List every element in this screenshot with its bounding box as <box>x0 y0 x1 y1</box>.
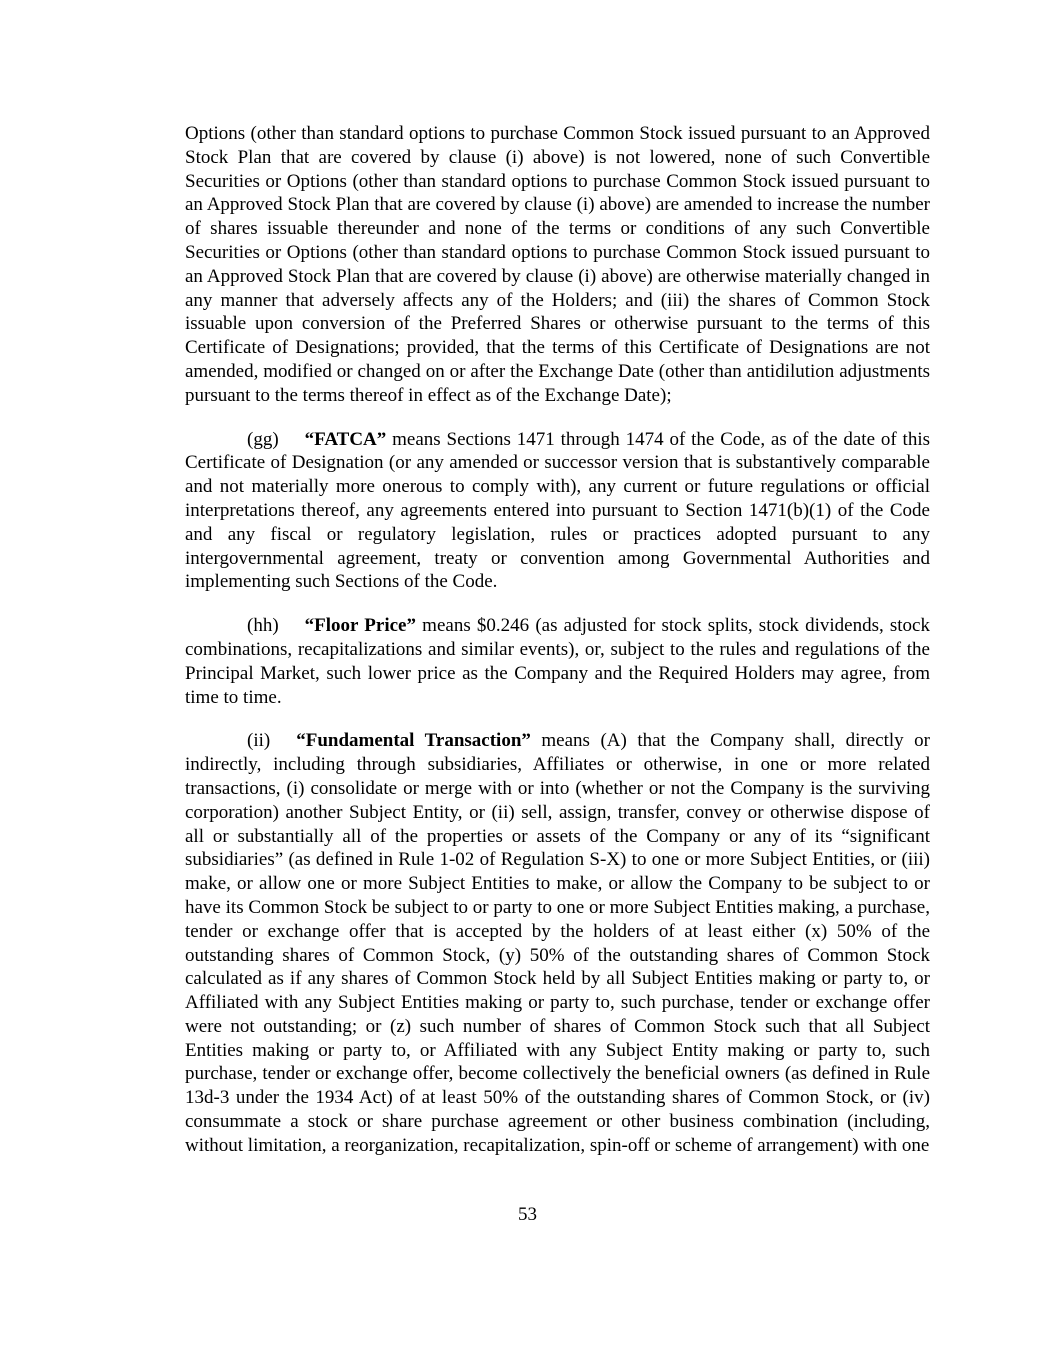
defined-term-fatca: “FATCA” <box>304 428 387 450</box>
paragraph-text: means (A) that the Company shall, directly or indirectly, including through subsidiaries, Affiliates or otherwise, in one or more related transactions, (i) consolidate or merge with or into (whether or not the Company is the surviving corporation) another Subject Entity, or (ii) sell, assign, transfer, convey or otherwise dispose of all or substantially all of the properties or assets of the Company or any of its “significant subsidiaries” (as defined in Rule 1-02 of Regulation S-X) to one or more Subject Entities, or (iii) make, or allow one or more Subject Entities to make, or allow the Company to be subject to or have its Common Stock be subject to or party to one or more Subject Entities making, a purchase, tender or exchange offer that is accepted by the holders of at least either (x) 50% of the outstanding shares of Common Stock, (y) 50% of the outstanding shares of Common Stock calculated as if any shares of Common Stock held by all Subject Entities making or party to, or Affiliated with any Subject Entities making or party to, such purchase, tender or exchange offer were not outstanding; or (z) such number of shares of Common Stock such that all Subject Entities making or party to, or Affiliated with any Subject Entity making or party to, such purchase, tender or exchange offer, become collectively the beneficial owners (as defined in Rule 13d-3 under the 1934 Act) of at least 50% of the outstanding shares of Common Stock, or (iv) consummate a stock or share purchase agreement or other business combination (including, without limitation, a reorganization, recapitalization, spin-off or scheme of arrangement) with one <box>185 730 930 1156</box>
paragraph-hh <box>185 614 930 709</box>
clause-label: (hh) <box>247 615 279 637</box>
defined-term-floor-price: “Floor Price” <box>304 615 416 637</box>
paragraph-continuation <box>185 122 930 408</box>
defined-term-fundamental-transaction: “Fundamental Transaction” <box>296 730 531 752</box>
clause-label: (ii) <box>247 730 271 752</box>
page-number: 53 <box>518 1204 537 1225</box>
document-body <box>185 122 930 1158</box>
paragraph-gg <box>185 428 930 595</box>
paragraph-text: means Sections 1471 through 1474 of the Code, as of the date of this Certificate of Designation (or any amended or successor version that is substantively comparable and not materially more onerous to comply with), any current or future regulations or official interpretations thereof, any agreements entered into pursuant to Section 1471(b)(1) of the Code and any fiscal or regulatory legislation, rules or practices adopted pursuant to any intergovernmental agreement, treaty or convention among Governmental Authorities and implementing such Sections of the Code. <box>185 428 930 593</box>
paragraph-ii <box>185 729 930 1157</box>
clause-label: (gg) <box>247 428 279 450</box>
paragraph-text: means $0.246 (as adjusted for stock splits, stock dividends, stock combinations, recapitalizations and similar events), or, subject to the rules and regulations of the Principal Market, such lower price as the Company and the Required Holders may agree, from time to time. <box>185 615 930 708</box>
paragraph-text: Options (other than standard options to purchase Common Stock issued pursuant to an Approved Stock Plan that are covered by clause (i) above) is not lowered, none of such Convertible Securities or Options (other than standard options to purchase Common Stock issued pursuant to an Approved Stock Plan that are covered by clause (i) above) are amended to increase the number of shares issuable thereunder and none of the terms or conditions of any such Convertible Securities or Options (other than standard options to purchase Common Stock issued pursuant to an Approved Stock Plan that are covered by clause (i) above) are otherwise materially changed in any manner that adversely affects any of the Holders; and (iii) the shares of Common Stock issuable upon conversion of the Preferred Shares or otherwise pursuant to the terms of this Certificate of Designations; provided, that the terms of this Certificate of Designations are not amended, modified or changed on or after the Exchange Date (other than antidilution adjustments pursuant to the terms thereof in effect as of the Exchange Date); <box>185 123 930 406</box>
